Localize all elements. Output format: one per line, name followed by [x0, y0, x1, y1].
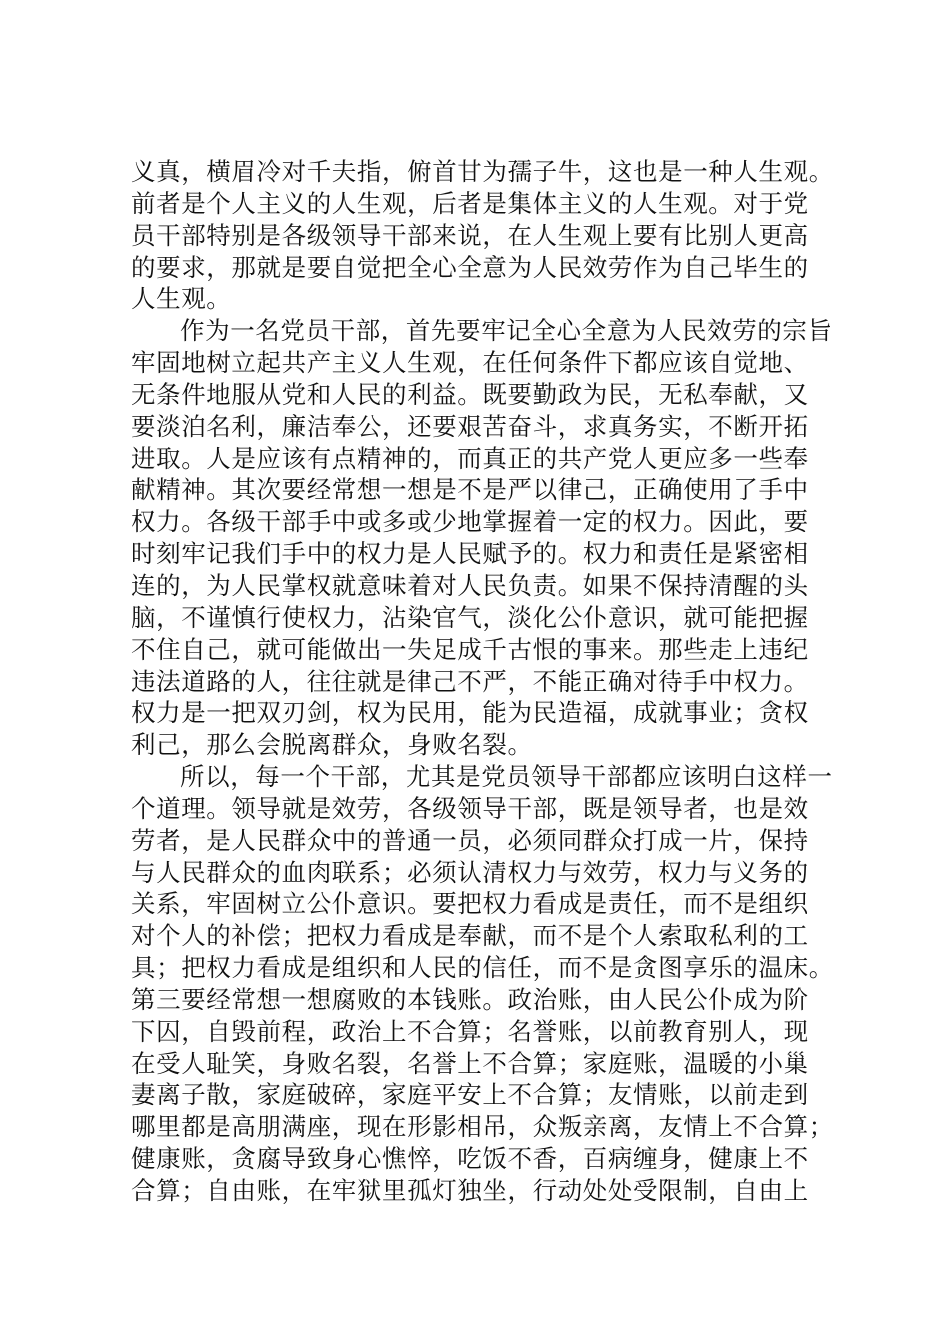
text-line: 前者是个人主义的人生观，后者是集体主义的人生观。对于党	[131, 188, 809, 218]
text-line: 对个人的补偿；把权力看成是奉献，而不是个人索取私利的工	[131, 921, 809, 951]
text-line: 合算；自由账，在牢狱里孤灯独坐，行动处处受限制，自由上	[131, 1176, 809, 1205]
text-line: 时刻牢记我们手中的权力是人民赋予的。权力和责任是紧密相	[131, 539, 809, 569]
text-line: 利己，那么会脱离群众，身败名裂。	[131, 730, 533, 760]
text-line: 第三要经常想一想腐败的本钱账。政治账，由人民公仆成为阶	[131, 984, 809, 1014]
text-line: 要淡泊名利，廉洁奉公，还要艰苦奋斗，求真务实，不断开拓	[131, 411, 809, 441]
paragraph-first-line: 所以，每一个干部，尤其是党员领导干部都应该明白这样一	[180, 762, 833, 792]
text-line: 进取。人是应该有点精神的，而真正的共产党人更应多一些奉	[131, 443, 809, 473]
text-line: 献精神。其次要经常想一想是不是严以律己，正确使用了手中	[131, 475, 809, 505]
text-line: 下囚，自毁前程，政治上不合算；名誉账，以前教育别人，现	[131, 1016, 809, 1046]
text-line: 脑，不谨慎行使权力，沾染官气，淡化公仆意识，就可能把握	[131, 602, 809, 632]
text-line: 权力。各级干部手中或多或少地掌握着一定的权力。因此，要	[131, 507, 809, 537]
text-line: 违法道路的人，往往就是律己不严，不能正确对待手中权力。	[131, 666, 809, 696]
text-line: 与人民群众的血肉联系；必须认清权力与效劳，权力与义务的	[131, 857, 809, 887]
text-line: 不住自己，就可能做出一失足成千古恨的事来。那些走上违纪	[131, 634, 809, 664]
text-line: 哪里都是高朋满座，现在形影相吊，众叛亲离，友情上不合算；	[131, 1112, 834, 1142]
text-line: 在受人耻笑，身败名裂，名誉上不合算；家庭账，温暖的小巢	[131, 1048, 809, 1078]
text-line: 具；把权力看成是组织和人民的信任，而不是贪图享乐的温床。	[131, 953, 834, 983]
text-line: 健康账，贪腐导致身心憔悴，吃饭不香，百病缠身，健康上不	[131, 1144, 809, 1174]
text-line: 员干部特别是各级领导干部来说，在人生观上要有比别人更高	[131, 220, 809, 250]
text-line: 的要求，那就是要自觉把全心全意为人民效劳作为自己毕生的	[131, 252, 809, 282]
text-line: 牢固地树立起共产主义人生观，在任何条件下都应该自觉地、	[131, 348, 809, 378]
text-line: 妻离子散，家庭破碎，家庭平安上不合算；友情账，以前走到	[131, 1080, 809, 1110]
body-text	[131, 156, 834, 1207]
text-line: 无条件地服从党和人民的利益。既要勤政为民，无私奉献，又	[131, 379, 809, 409]
text-line: 个道理。领导就是效劳，各级领导干部，既是领导者，也是效	[131, 793, 809, 823]
paragraph-first-line: 作为一名党员干部，首先要牢记全心全意为人民效劳的宗旨	[180, 316, 833, 346]
text-line: 连的，为人民掌权就意味着对人民负责。如果不保持清醒的头	[131, 570, 809, 600]
text-line: 人生观。	[131, 284, 232, 314]
text-line: 权力是一把双刃剑，权为民用，能为民造福，成就事业；贪权	[131, 698, 809, 728]
text-line: 关系，牢固树立公仆意识。要把权力看成是责任，而不是组织	[131, 889, 809, 919]
text-line: 劳者，是人民群众中的普通一员，必须同群众打成一片，保持	[131, 825, 809, 855]
text-line: 义真，横眉冷对千夫指，俯首甘为孺子牛，这也是一种人生观。	[131, 157, 834, 186]
